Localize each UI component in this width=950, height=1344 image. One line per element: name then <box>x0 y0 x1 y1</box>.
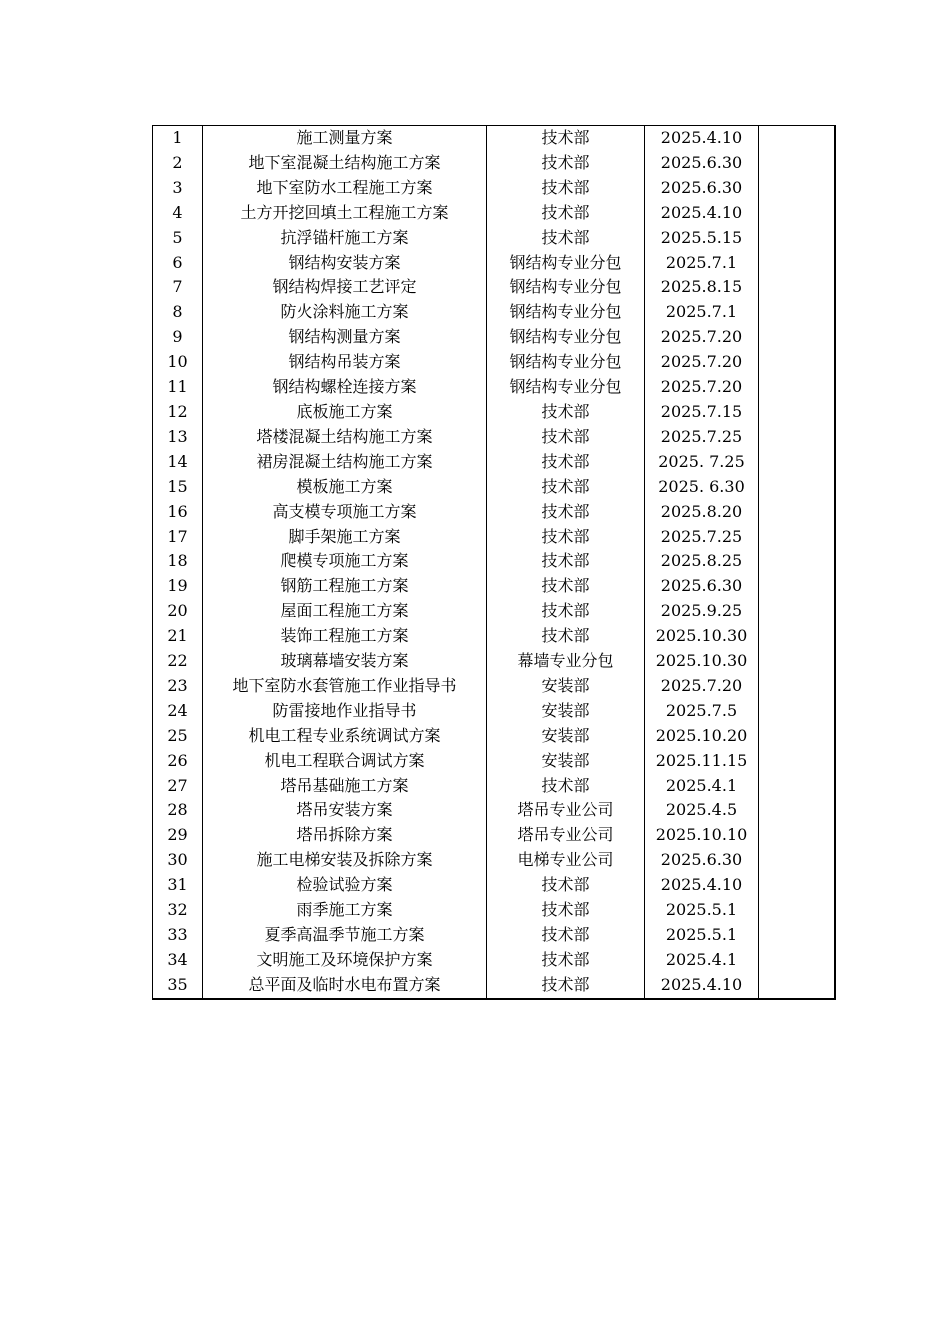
responsible-dept-cell: 钢结构专业分包 <box>487 275 645 300</box>
completion-date-cell: 2025.9.25 <box>645 599 759 624</box>
plan-name-cell: 塔楼混凝土结构施工方案 <box>203 425 487 450</box>
row-number-cell: 26 <box>153 749 203 774</box>
responsible-dept-cell: 技术部 <box>487 201 645 226</box>
row-number-cell: 19 <box>153 574 203 599</box>
remark-cell <box>759 549 835 574</box>
remark-cell <box>759 251 835 276</box>
row-number-cell: 33 <box>153 923 203 948</box>
table-row <box>153 176 835 201</box>
responsible-dept-cell: 钢结构专业分包 <box>487 325 645 350</box>
plan-name-cell: 防雷接地作业指导书 <box>203 699 487 724</box>
row-number-cell: 35 <box>153 973 203 999</box>
completion-date-cell: 2025.7.1 <box>645 300 759 325</box>
remark-cell <box>759 873 835 898</box>
plan-name-cell: 钢筋工程施工方案 <box>203 574 487 599</box>
plan-name-cell: 地下室混凝土结构施工方案 <box>203 151 487 176</box>
plan-name-cell: 检验试验方案 <box>203 873 487 898</box>
plan-name-cell: 机电工程专业系统调试方案 <box>203 724 487 749</box>
responsible-dept-cell: 塔吊专业公司 <box>487 823 645 848</box>
table-row <box>153 923 835 948</box>
completion-date-cell: 2025.8.25 <box>645 549 759 574</box>
plan-name-cell: 爬模专项施工方案 <box>203 549 487 574</box>
completion-date-cell: 2025.6.30 <box>645 574 759 599</box>
remark-cell <box>759 798 835 823</box>
responsible-dept-cell: 技术部 <box>487 923 645 948</box>
completion-date-cell: 2025.10.10 <box>645 823 759 848</box>
remark-cell <box>759 923 835 948</box>
remark-cell <box>759 226 835 251</box>
responsible-dept-cell: 安装部 <box>487 724 645 749</box>
plan-name-cell: 装饰工程施工方案 <box>203 624 487 649</box>
remark-cell <box>759 724 835 749</box>
table-row <box>153 873 835 898</box>
table-row <box>153 400 835 425</box>
table-row <box>153 823 835 848</box>
row-number-cell: 8 <box>153 300 203 325</box>
plan-name-cell: 塔吊基础施工方案 <box>203 774 487 799</box>
row-number-cell: 28 <box>153 798 203 823</box>
row-number-cell: 9 <box>153 325 203 350</box>
plan-name-cell: 钢结构测量方案 <box>203 325 487 350</box>
completion-date-cell: 2025.7.20 <box>645 325 759 350</box>
remark-cell <box>759 823 835 848</box>
row-number-cell: 5 <box>153 226 203 251</box>
plan-name-cell: 钢结构螺栓连接方案 <box>203 375 487 400</box>
completion-date-cell: 2025.7.5 <box>645 699 759 724</box>
completion-date-cell: 2025. 7.25 <box>645 450 759 475</box>
remark-cell <box>759 425 835 450</box>
responsible-dept-cell: 钢结构专业分包 <box>487 300 645 325</box>
responsible-dept-cell: 安装部 <box>487 674 645 699</box>
plan-name-cell: 模板施工方案 <box>203 475 487 500</box>
remark-cell <box>759 325 835 350</box>
remark-cell <box>759 375 835 400</box>
responsible-dept-cell: 钢结构专业分包 <box>487 350 645 375</box>
plan-name-cell: 防火涂料施工方案 <box>203 300 487 325</box>
completion-date-cell: 2025.6.30 <box>645 848 759 873</box>
completion-date-cell: 2025.6.30 <box>645 176 759 201</box>
remark-cell <box>759 475 835 500</box>
table-row <box>153 674 835 699</box>
table-row <box>153 201 835 226</box>
completion-date-cell: 2025.5.1 <box>645 923 759 948</box>
table-row <box>153 699 835 724</box>
table-row <box>153 549 835 574</box>
plan-name-cell: 施工测量方案 <box>203 126 487 151</box>
row-number-cell: 25 <box>153 724 203 749</box>
completion-date-cell: 2025.7.1 <box>645 251 759 276</box>
remark-cell <box>759 848 835 873</box>
plan-name-cell: 施工电梯安装及拆除方案 <box>203 848 487 873</box>
row-number-cell: 22 <box>153 649 203 674</box>
responsible-dept-cell: 技术部 <box>487 549 645 574</box>
remark-cell <box>759 400 835 425</box>
responsible-dept-cell: 技术部 <box>487 176 645 201</box>
table-row <box>153 599 835 624</box>
responsible-dept-cell: 技术部 <box>487 151 645 176</box>
remark-cell <box>759 649 835 674</box>
table-row <box>153 848 835 873</box>
completion-date-cell: 2025.7.20 <box>645 674 759 699</box>
plan-name-cell: 抗浮锚杆施工方案 <box>203 226 487 251</box>
row-number-cell: 4 <box>153 201 203 226</box>
responsible-dept-cell: 技术部 <box>487 500 645 525</box>
table-row <box>153 151 835 176</box>
plan-name-cell: 塔吊安装方案 <box>203 798 487 823</box>
responsible-dept-cell: 技术部 <box>487 948 645 973</box>
plan-name-cell: 屋面工程施工方案 <box>203 599 487 624</box>
plan-name-cell: 钢结构安装方案 <box>203 251 487 276</box>
completion-date-cell: 2025.10.30 <box>645 624 759 649</box>
completion-date-cell: 2025.7.15 <box>645 400 759 425</box>
completion-date-cell: 2025.4.10 <box>645 973 759 999</box>
responsible-dept-cell: 技术部 <box>487 475 645 500</box>
table-row <box>153 450 835 475</box>
table-row <box>153 475 835 500</box>
table-row <box>153 275 835 300</box>
table-row <box>153 525 835 550</box>
table-row <box>153 749 835 774</box>
table-row <box>153 649 835 674</box>
table-row <box>153 375 835 400</box>
responsible-dept-cell: 技术部 <box>487 599 645 624</box>
responsible-dept-cell: 安装部 <box>487 699 645 724</box>
remark-cell <box>759 176 835 201</box>
plan-name-cell: 塔吊拆除方案 <box>203 823 487 848</box>
remark-cell <box>759 201 835 226</box>
completion-date-cell: 2025.4.1 <box>645 774 759 799</box>
table-row <box>153 973 835 999</box>
construction-plan-table <box>152 125 836 1000</box>
table-row <box>153 425 835 450</box>
responsible-dept-cell: 安装部 <box>487 749 645 774</box>
responsible-dept-cell: 技术部 <box>487 873 645 898</box>
row-number-cell: 30 <box>153 848 203 873</box>
plan-name-cell: 玻璃幕墙安装方案 <box>203 649 487 674</box>
completion-date-cell: 2025.8.20 <box>645 500 759 525</box>
row-number-cell: 6 <box>153 251 203 276</box>
plan-name-cell: 钢结构吊装方案 <box>203 350 487 375</box>
row-number-cell: 17 <box>153 525 203 550</box>
row-number-cell: 2 <box>153 151 203 176</box>
completion-date-cell: 2025.4.10 <box>645 201 759 226</box>
remark-cell <box>759 948 835 973</box>
completion-date-cell: 2025.10.30 <box>645 649 759 674</box>
row-number-cell: 11 <box>153 375 203 400</box>
completion-date-cell: 2025.6.30 <box>645 151 759 176</box>
completion-date-cell: 2025.7.25 <box>645 525 759 550</box>
row-number-cell: 27 <box>153 774 203 799</box>
plan-name-cell: 高支模专项施工方案 <box>203 500 487 525</box>
table-row <box>153 300 835 325</box>
remark-cell <box>759 973 835 999</box>
row-number-cell: 10 <box>153 350 203 375</box>
row-number-cell: 1 <box>153 126 203 151</box>
plan-name-cell: 机电工程联合调试方案 <box>203 749 487 774</box>
table-row <box>153 948 835 973</box>
responsible-dept-cell: 技术部 <box>487 525 645 550</box>
plan-name-cell: 脚手架施工方案 <box>203 525 487 550</box>
row-number-cell: 32 <box>153 898 203 923</box>
remark-cell <box>759 275 835 300</box>
row-number-cell: 13 <box>153 425 203 450</box>
row-number-cell: 29 <box>153 823 203 848</box>
row-number-cell: 3 <box>153 176 203 201</box>
remark-cell <box>759 350 835 375</box>
remark-cell <box>759 749 835 774</box>
row-number-cell: 24 <box>153 699 203 724</box>
remark-cell <box>759 151 835 176</box>
remark-cell <box>759 450 835 475</box>
row-number-cell: 7 <box>153 275 203 300</box>
remark-cell <box>759 674 835 699</box>
responsible-dept-cell: 钢结构专业分包 <box>487 251 645 276</box>
completion-date-cell: 2025.8.15 <box>645 275 759 300</box>
row-number-cell: 34 <box>153 948 203 973</box>
responsible-dept-cell: 幕墙专业分包 <box>487 649 645 674</box>
remark-cell <box>759 774 835 799</box>
responsible-dept-cell: 技术部 <box>487 774 645 799</box>
remark-cell <box>759 699 835 724</box>
plan-name-cell: 钢结构焊接工艺评定 <box>203 275 487 300</box>
remark-cell <box>759 126 835 151</box>
remark-cell <box>759 574 835 599</box>
responsible-dept-cell: 技术部 <box>487 425 645 450</box>
responsible-dept-cell: 技术部 <box>487 973 645 999</box>
row-number-cell: 20 <box>153 599 203 624</box>
responsible-dept-cell: 电梯专业公司 <box>487 848 645 873</box>
plan-name-cell: 地下室防水工程施工方案 <box>203 176 487 201</box>
responsible-dept-cell: 技术部 <box>487 624 645 649</box>
remark-cell <box>759 624 835 649</box>
row-number-cell: 15 <box>153 475 203 500</box>
plan-name-cell: 总平面及临时水电布置方案 <box>203 973 487 999</box>
table-row <box>153 350 835 375</box>
completion-date-cell: 2025.4.5 <box>645 798 759 823</box>
table-row <box>153 325 835 350</box>
remark-cell <box>759 300 835 325</box>
row-number-cell: 21 <box>153 624 203 649</box>
plan-name-cell: 底板施工方案 <box>203 400 487 425</box>
table-body <box>153 126 835 999</box>
table-row <box>153 798 835 823</box>
responsible-dept-cell: 技术部 <box>487 450 645 475</box>
responsible-dept-cell: 技术部 <box>487 126 645 151</box>
completion-date-cell: 2025.10.20 <box>645 724 759 749</box>
table-row <box>153 898 835 923</box>
table-row <box>153 574 835 599</box>
plan-name-cell: 裙房混凝土结构施工方案 <box>203 450 487 475</box>
table-row <box>153 251 835 276</box>
row-number-cell: 12 <box>153 400 203 425</box>
completion-date-cell: 2025.11.15 <box>645 749 759 774</box>
completion-date-cell: 2025.4.10 <box>645 126 759 151</box>
responsible-dept-cell: 技术部 <box>487 226 645 251</box>
remark-cell <box>759 500 835 525</box>
plan-name-cell: 夏季高温季节施工方案 <box>203 923 487 948</box>
row-number-cell: 14 <box>153 450 203 475</box>
plan-name-cell: 文明施工及环境保护方案 <box>203 948 487 973</box>
table-row <box>153 500 835 525</box>
completion-date-cell: 2025. 6.30 <box>645 475 759 500</box>
remark-cell <box>759 525 835 550</box>
plan-name-cell: 雨季施工方案 <box>203 898 487 923</box>
table-row <box>153 126 835 151</box>
row-number-cell: 18 <box>153 549 203 574</box>
responsible-dept-cell: 塔吊专业公司 <box>487 798 645 823</box>
completion-date-cell: 2025.7.20 <box>645 350 759 375</box>
table-row <box>153 724 835 749</box>
plan-name-cell: 地下室防水套管施工作业指导书 <box>203 674 487 699</box>
remark-cell <box>759 599 835 624</box>
responsible-dept-cell: 技术部 <box>487 574 645 599</box>
table-row <box>153 774 835 799</box>
completion-date-cell: 2025.4.1 <box>645 948 759 973</box>
table-row <box>153 226 835 251</box>
responsible-dept-cell: 钢结构专业分包 <box>487 375 645 400</box>
table-row <box>153 624 835 649</box>
completion-date-cell: 2025.7.25 <box>645 425 759 450</box>
completion-date-cell: 2025.7.20 <box>645 375 759 400</box>
plan-name-cell: 土方开挖回填土工程施工方案 <box>203 201 487 226</box>
completion-date-cell: 2025.5.15 <box>645 226 759 251</box>
completion-date-cell: 2025.5.1 <box>645 898 759 923</box>
responsible-dept-cell: 技术部 <box>487 400 645 425</box>
remark-cell <box>759 898 835 923</box>
row-number-cell: 23 <box>153 674 203 699</box>
completion-date-cell: 2025.4.10 <box>645 873 759 898</box>
row-number-cell: 16 <box>153 500 203 525</box>
responsible-dept-cell: 技术部 <box>487 898 645 923</box>
row-number-cell: 31 <box>153 873 203 898</box>
